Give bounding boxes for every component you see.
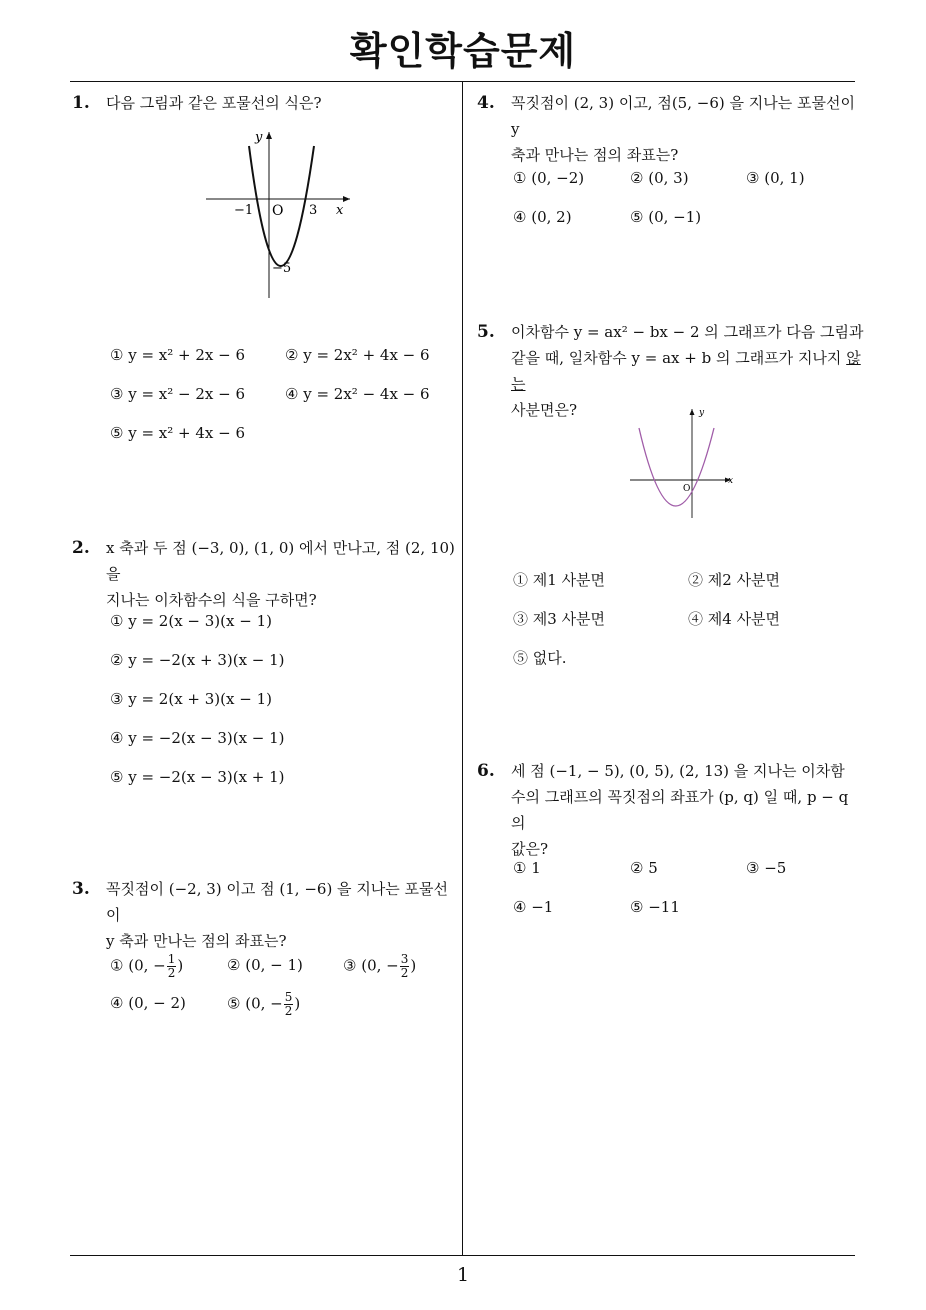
- q4-option-5[interactable]: ⑤ (0, −1): [630, 208, 702, 226]
- fraction: [167, 953, 177, 980]
- q5-parabola-graph: [625, 404, 740, 522]
- q1-option-3[interactable]: ③ y = x² − 2x − 6: [110, 385, 246, 403]
- fraction: [284, 991, 294, 1018]
- option-text-end: ): [177, 956, 184, 975]
- option-text-end: ): [410, 956, 417, 975]
- x-axis-label: x: [336, 203, 344, 218]
- origin-label: O: [683, 484, 691, 494]
- q4-option-4[interactable]: ④ (0, 2): [513, 208, 572, 226]
- fraction: [400, 953, 410, 980]
- q3-option-5[interactable]: [227, 991, 300, 1018]
- question-number: 5.: [477, 322, 495, 342]
- y-axis-arrow: [266, 132, 272, 139]
- q3-option-2[interactable]: ② (0, − 1): [227, 956, 303, 974]
- q2-option-4[interactable]: ④ y = −2(x − 3)(x − 1): [110, 729, 285, 747]
- q6-option-3[interactable]: ③ −5: [746, 859, 787, 877]
- denominator: 2: [284, 1004, 293, 1018]
- option-text: ③ (0, −: [343, 956, 399, 975]
- question-4: [477, 90, 867, 168]
- q1-option-1[interactable]: ① y = x² + 2x − 6: [110, 346, 246, 364]
- y-axis-label: y: [699, 408, 705, 418]
- q1-option-2[interactable]: ② y = 2x² + 4x − 6: [285, 346, 430, 364]
- page-title: 확인학습문제: [349, 29, 577, 73]
- question-text-line-2: 축과 만나는 점의 좌표는?: [511, 146, 679, 164]
- question-text-line-2: y 축과 만나는 점의 좌표는?: [106, 932, 287, 950]
- question-text-line-3: 값은?: [511, 840, 549, 858]
- question-text-line-2: [511, 345, 867, 397]
- q2-option-3[interactable]: ③ y = 2(x + 3)(x − 1): [110, 690, 272, 708]
- question-number: 4.: [477, 93, 495, 113]
- tick-3: 3: [309, 203, 318, 218]
- question-text-line-2: 지나는 이차함수의 식을 구하면?: [106, 591, 317, 609]
- denominator: 2: [167, 966, 176, 980]
- question-2: [72, 535, 462, 613]
- tick-minus-5: −5: [272, 261, 292, 276]
- question-1: [72, 90, 457, 116]
- x-axis-arrow: [343, 196, 350, 202]
- q4-option-1[interactable]: ① (0, −2): [513, 169, 585, 187]
- question-text-line-1: 세 점 (−1, − 5), (0, 5), (2, 13) 을 지나는 이차함: [511, 762, 845, 780]
- q4-option-2[interactable]: ② (0, 3): [630, 169, 689, 187]
- option-text-end: ): [294, 994, 301, 1013]
- question-number: 3.: [72, 879, 90, 899]
- q3-option-1[interactable]: [110, 953, 183, 980]
- q2-option-2[interactable]: ② y = −2(x + 3)(x − 1): [110, 651, 285, 669]
- option-text: ⑤ (0, −: [227, 994, 283, 1013]
- q2-option-5[interactable]: ⑤ y = −2(x − 3)(x + 1): [110, 768, 285, 786]
- question-number: 2.: [72, 538, 90, 558]
- q5-option-2[interactable]: ② 제2 사분면: [688, 571, 781, 589]
- y-axis-label: y: [255, 130, 263, 145]
- question-text: 같을 때, 일차함수 y = ax + b 의 그래프가 지나지: [511, 349, 842, 367]
- question-text-line-1: 꼭짓점이 (2, 3) 이고, 점(5, −6) 을 지나는 포물선이 y: [511, 94, 855, 138]
- question-number: 1.: [72, 93, 90, 113]
- bottom-rule: [70, 1255, 855, 1256]
- denominator: 2: [400, 966, 409, 980]
- y-axis-arrow: [690, 409, 695, 415]
- q1-option-5[interactable]: ⑤ y = x² + 4x − 6: [110, 424, 246, 442]
- underlined-word: 않는: [511, 349, 861, 393]
- numerator: 1: [167, 952, 176, 966]
- tick-minus-1: −1: [234, 203, 254, 218]
- question-6: [477, 758, 867, 862]
- numerator: 5: [284, 990, 293, 1004]
- option-text: ① (0, −: [110, 956, 166, 975]
- numerator: 3: [400, 952, 409, 966]
- question-text-line-3: 사분면은?: [511, 401, 578, 419]
- q6-option-2[interactable]: ② 5: [630, 859, 658, 877]
- column-divider: [462, 82, 463, 1256]
- q3-option-3[interactable]: [343, 953, 416, 980]
- question-3: [72, 876, 462, 954]
- origin-label: O: [272, 203, 284, 219]
- q2-option-1[interactable]: ① y = 2(x − 3)(x − 1): [110, 612, 272, 630]
- q3-option-4[interactable]: ④ (0, − 2): [110, 994, 186, 1012]
- q6-option-1[interactable]: ① 1: [513, 859, 541, 877]
- q1-option-4[interactable]: ④ y = 2x² − 4x − 6: [285, 385, 430, 403]
- question-number: 6.: [477, 761, 495, 781]
- page-number: 1: [456, 1264, 470, 1286]
- q5-option-1[interactable]: ① 제1 사분면: [513, 571, 606, 589]
- x-axis-label: x: [728, 476, 734, 486]
- q1-parabola-graph: [200, 126, 360, 302]
- question-text-line-1: x 축과 두 점 (−3, 0), (1, 0) 에서 만나고, 점 (2, 10) 을: [106, 539, 455, 583]
- q4-option-3[interactable]: ③ (0, 1): [746, 169, 805, 187]
- parabola-curve: [639, 428, 714, 506]
- question-text: 다음 그림과 같은 포물선의 식은?: [106, 94, 322, 112]
- question-text-line-2: 수의 그래프의 꼭짓점의 좌표가 (p, q) 일 때, p − q 의: [511, 788, 849, 832]
- q6-option-5[interactable]: ⑤ −11: [630, 898, 680, 916]
- q5-option-4[interactable]: ④ 제4 사분면: [688, 610, 781, 628]
- q5-option-3[interactable]: ③ 제3 사분면: [513, 610, 606, 628]
- q5-option-5[interactable]: ⑤ 없다.: [513, 649, 567, 667]
- question-text-line-1: 이차함수 y = ax² − bx − 2 의 그래프가 다음 그림과: [511, 323, 864, 341]
- question-text-line-1: 꼭짓점이 (−2, 3) 이고 점 (1, −6) 을 지나는 포물선이: [106, 880, 449, 924]
- q6-option-4[interactable]: ④ −1: [513, 898, 554, 916]
